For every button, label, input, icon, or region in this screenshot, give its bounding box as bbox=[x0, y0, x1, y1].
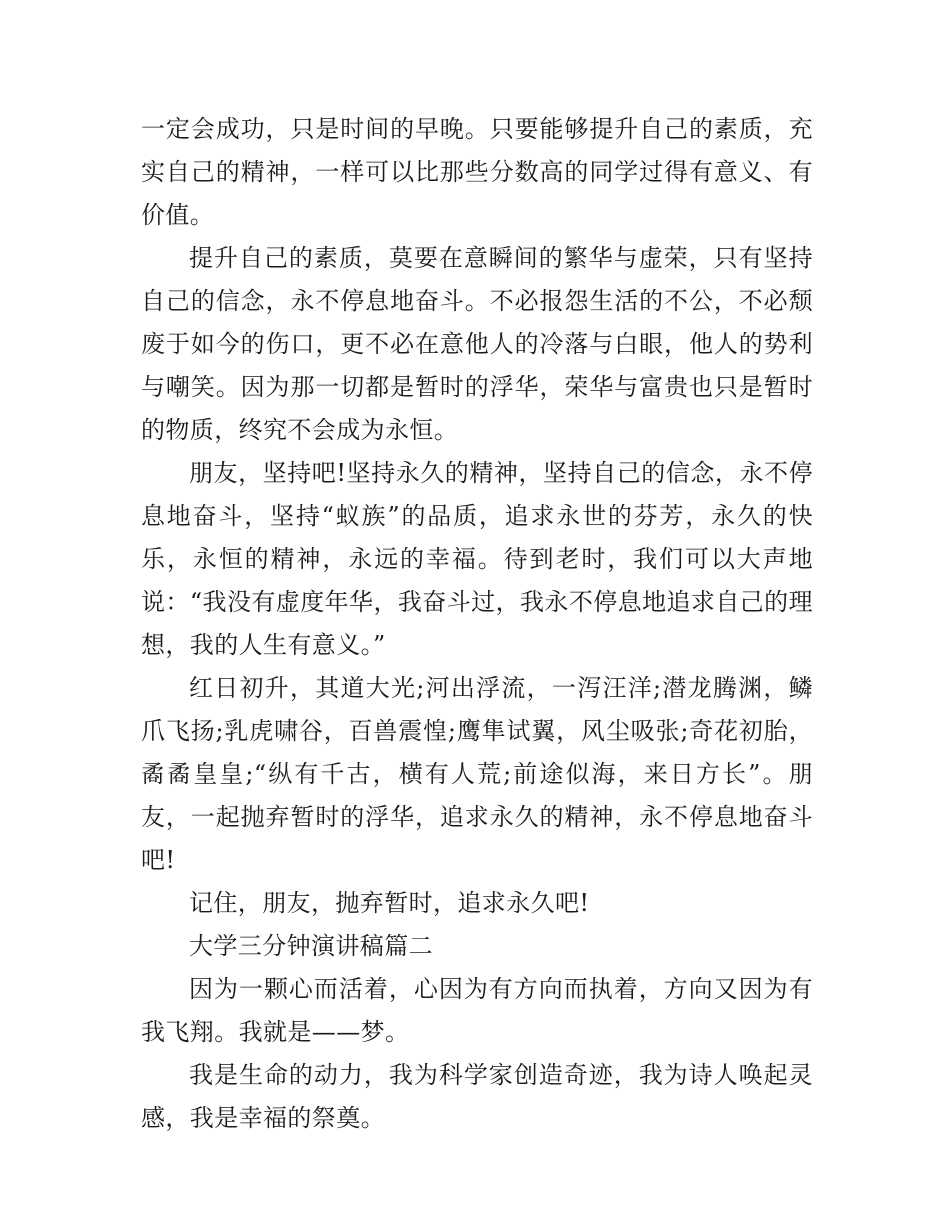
paragraph-dream-intro: 因为一颗心而活着，心因为有方向而执着，方向又因为有我飞翔。我就是——梦。 bbox=[141, 975, 813, 1046]
section-heading: 大学三分钟演讲稿篇二 bbox=[189, 932, 433, 960]
paragraph-remember: 记住，朋友，抛弃暂时，追求永久吧! bbox=[189, 889, 590, 917]
paragraph-dream-power: 我是生命的动力，我为科学家创造奇迹，我为诗人唤起灵感，我是幸福的祭奠。 bbox=[141, 1061, 813, 1132]
document-page bbox=[141, 108, 813, 1140]
paragraph-rising-sun: 红日初升，其道大光;河出浮流，一泻汪洋;潜龙腾渊，鳞爪飞扬;乳虎啸谷，百兽震惶;鹰隼试翼，风尘吸张;奇花初胎，矞矞皇皇;“纵有千古，横有人荒;前途似海，来日方长”。朋友，一起抛弃暂时的浮华，追求永久的精神，永不停息地奋斗吧! bbox=[141, 674, 813, 874]
paragraph-persist: 朋友，坚持吧!坚持永久的精神，坚持自己的信念，永不停息地奋斗，坚持“蚁族”的品质，追求永世的芬芳，永久的快乐，永恒的精神，永远的幸福。待到老时，我们可以大声地说：“我没有虚度年华，我奋斗过，我永不停息地追求自己的理想，我的人生有意义。” bbox=[141, 459, 813, 659]
paragraph-improve-quality: 提升自己的素质，莫要在意瞬间的繁华与虚荣，只有坚持自己的信念，永不停息地奋斗。不必报怨生活的不公，不必颓废于如今的伤口，更不必在意他人的冷落与白眼，他人的势利与嘲笑。因为那一切都是暂时的浮华，荣华与富贵也只是暂时的物质，终究不会成为永恒。 bbox=[141, 244, 813, 444]
paragraph-continuation: 一定会成功，只是时间的早晚。只要能够提升自己的素质，充实自己的精神，一样可以比那些分数高的同学过得有意义、有价值。 bbox=[141, 115, 813, 229]
